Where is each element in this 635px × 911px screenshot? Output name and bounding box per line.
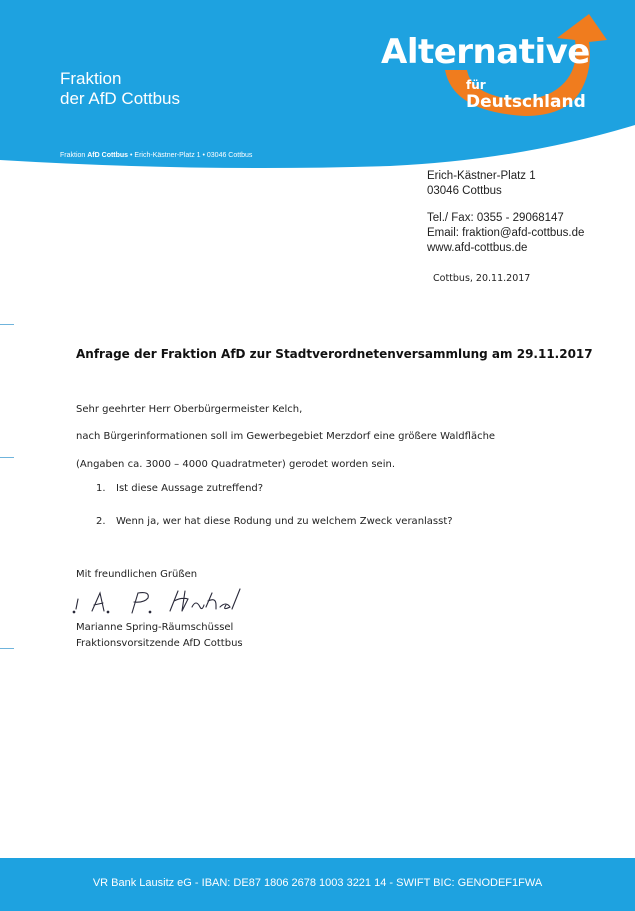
contact-street: Erich-Kästner-Platz 1 bbox=[427, 170, 536, 182]
contact-web: www.afd-cottbus.de bbox=[427, 242, 528, 254]
contact-city: 03046 Cottbus bbox=[427, 185, 502, 197]
question-number: 1. bbox=[96, 483, 106, 494]
contact-phone: Tel./ Fax: 0355 - 29068147 bbox=[427, 212, 564, 224]
handwritten-signature bbox=[70, 585, 270, 621]
letter-salutation: Sehr geehrter Herr Oberbürgermeister Kelch, bbox=[76, 404, 303, 415]
contact-block bbox=[427, 169, 584, 256]
fold-mark bbox=[0, 648, 14, 649]
question-item-2 bbox=[96, 516, 453, 527]
signer-block bbox=[76, 620, 243, 652]
signer-title: Fraktionsvorsitzende AfD Cottbus bbox=[76, 638, 243, 649]
letter-date: Cottbus, 20.11.2017 bbox=[433, 273, 531, 284]
logo-main-text: Alternative bbox=[381, 32, 590, 72]
fold-mark bbox=[0, 457, 14, 458]
question-text: Ist diese Aussage zutreffend? bbox=[116, 483, 264, 494]
question-text: Wenn ja, wer hat diese Rodung und zu welchem Zweck veranlasst? bbox=[116, 516, 453, 527]
address-strip-prefix: Fraktion bbox=[60, 152, 86, 159]
letter-body-line1: nach Bürgerinformationen soll im Gewerbegebiet Merzdorf eine größere Waldfläche bbox=[76, 431, 496, 442]
address-strip bbox=[60, 152, 252, 159]
contact-email: Email: fraktion@afd-cottbus.de bbox=[427, 227, 585, 239]
org-name-line1: Fraktion bbox=[60, 69, 122, 88]
footer-band bbox=[0, 858, 635, 911]
logo-fuer-text: für bbox=[466, 78, 486, 92]
letter-subject: Anfrage der Fraktion AfD zur Stadtverordnetenversammlung am 29.11.2017 bbox=[76, 347, 593, 361]
footer-bank-info: VR Bank Lausitz eG - IBAN: DE87 1806 2678 1003 3221 14 - SWIFT BIC: GENODEF1FWA bbox=[92, 877, 543, 889]
question-item-1 bbox=[96, 483, 263, 494]
question-number: 2. bbox=[96, 516, 106, 527]
fold-mark bbox=[0, 324, 14, 325]
signer-name: Marianne Spring-Räumschüssel bbox=[76, 622, 234, 633]
org-name-line2: der AfD Cottbus bbox=[60, 89, 181, 108]
logo-deutschland-text: Deutschland bbox=[466, 92, 586, 112]
letter-closing: Mit freundlichen Grüßen bbox=[76, 569, 198, 580]
address-strip-bold: AfD Cottbus bbox=[87, 152, 129, 159]
org-name bbox=[60, 69, 180, 109]
letter-body-line2: (Angaben ca. 3000 – 4000 Quadratmeter) gerodet worden sein. bbox=[76, 459, 396, 470]
afd-logo bbox=[375, 12, 615, 122]
address-strip-rest: • Erich-Kästner-Platz 1 • 03046 Cottbus bbox=[128, 152, 253, 159]
